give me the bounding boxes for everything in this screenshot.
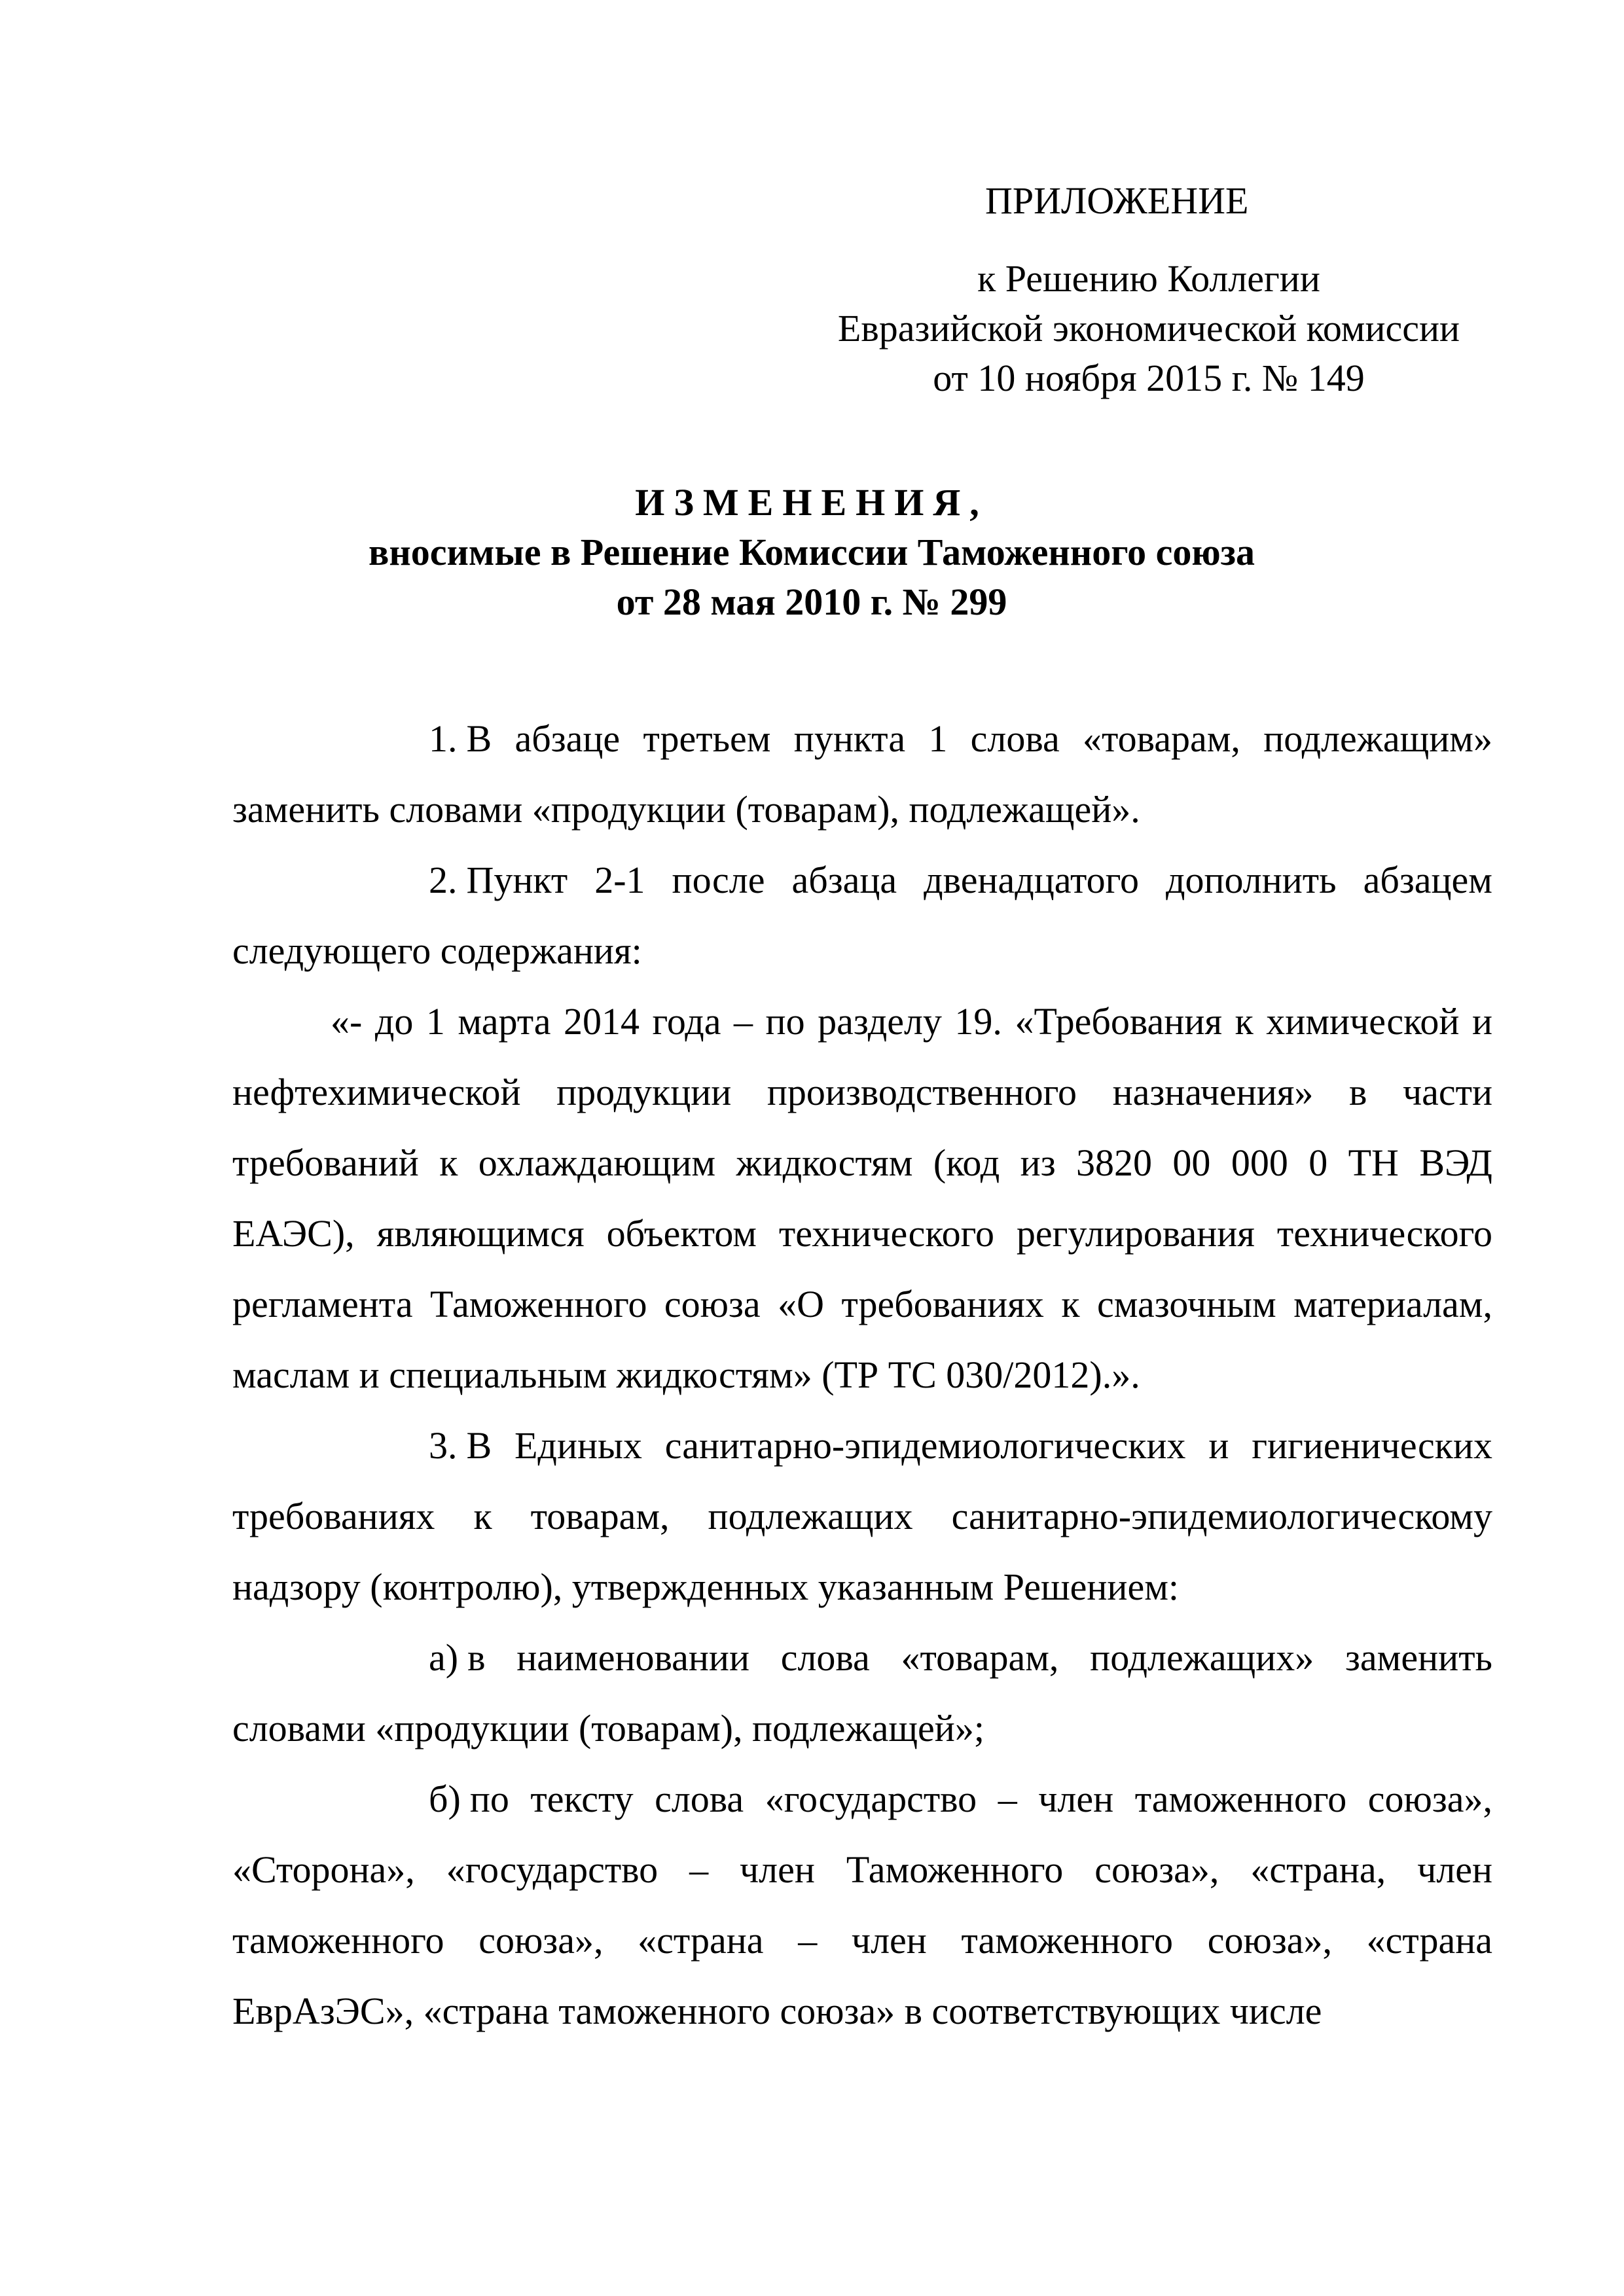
paragraph-number: б) xyxy=(429,1778,461,1820)
title-heading: ИЗМЕНЕНИЯ, xyxy=(635,481,988,524)
paragraph xyxy=(232,845,1492,986)
document-title xyxy=(196,478,1427,627)
paragraph-number: 3. xyxy=(429,1424,458,1467)
approval-line: Евразийской экономической комиссии xyxy=(837,307,1460,350)
title-subheading: вносимые в Решение Комиссии Таможенного союза xyxy=(369,531,1255,573)
paragraph-number: 2. xyxy=(429,859,458,901)
paragraph-text: «- до 1 марта 2014 года – по разделу 19. «Требования к химической и нефтехимической продукции производственного назначения» в части требований к охлаждающим жидкостям (код из 3820 00 000 0 ТН ВЭД ЕАЭС), являющимся объектом технического регулирования технического регламента Таможенного союза «О требованиях к смазочным материалам, маслам и специальным жидкостям» (ТР ТС 030/2012).». xyxy=(232,1000,1492,1396)
paragraph-text: В Единых санитарно-эпидемиологических и гигиенических требованиях к товарам, подлежащих санитарно-эпидемиологическому надзору (контролю), утвержденных указанным Решением: xyxy=(232,1424,1492,1608)
paragraph-number: 1. xyxy=(429,717,458,760)
paragraph xyxy=(232,1410,1492,1623)
document-body xyxy=(232,704,1492,2047)
paragraph xyxy=(232,704,1492,845)
approval-line: к Решению Коллегии xyxy=(977,257,1320,300)
paragraph xyxy=(232,1623,1492,1764)
title-reference: от 28 мая 2010 г. № 299 xyxy=(616,581,1007,623)
paragraph-number: а) xyxy=(429,1636,459,1679)
approval-reference xyxy=(785,254,1512,403)
approval-line: от 10 ноября 2015 г. № 149 xyxy=(933,357,1365,399)
paragraph-text: по тексту слова «государство – член таможенного союза», «Сторона», «государство – член Таможенного союза», «страна, член таможенного союза», «страна – член таможенного союза», «страна ЕврАзЭС», «страна таможенного союза» в соответствующих числе xyxy=(232,1778,1492,2032)
paragraph-text: в наименовании слова «товарам, подлежащих» заменить словами «продукции (товарам), подлежащей»; xyxy=(232,1636,1492,1749)
appendix-label: ПРИЛОЖЕНИЕ xyxy=(985,179,1249,222)
paragraph xyxy=(232,1764,1492,2047)
paragraph-text: Пункт 2-1 после абзаца двенадцатого дополнить абзацем следующего содержания: xyxy=(232,859,1492,972)
paragraph xyxy=(232,986,1492,1410)
paragraph-text: В абзаце третьем пункта 1 слова «товарам, подлежащим» заменить словами «продукции (товарам), подлежащей». xyxy=(232,717,1492,831)
